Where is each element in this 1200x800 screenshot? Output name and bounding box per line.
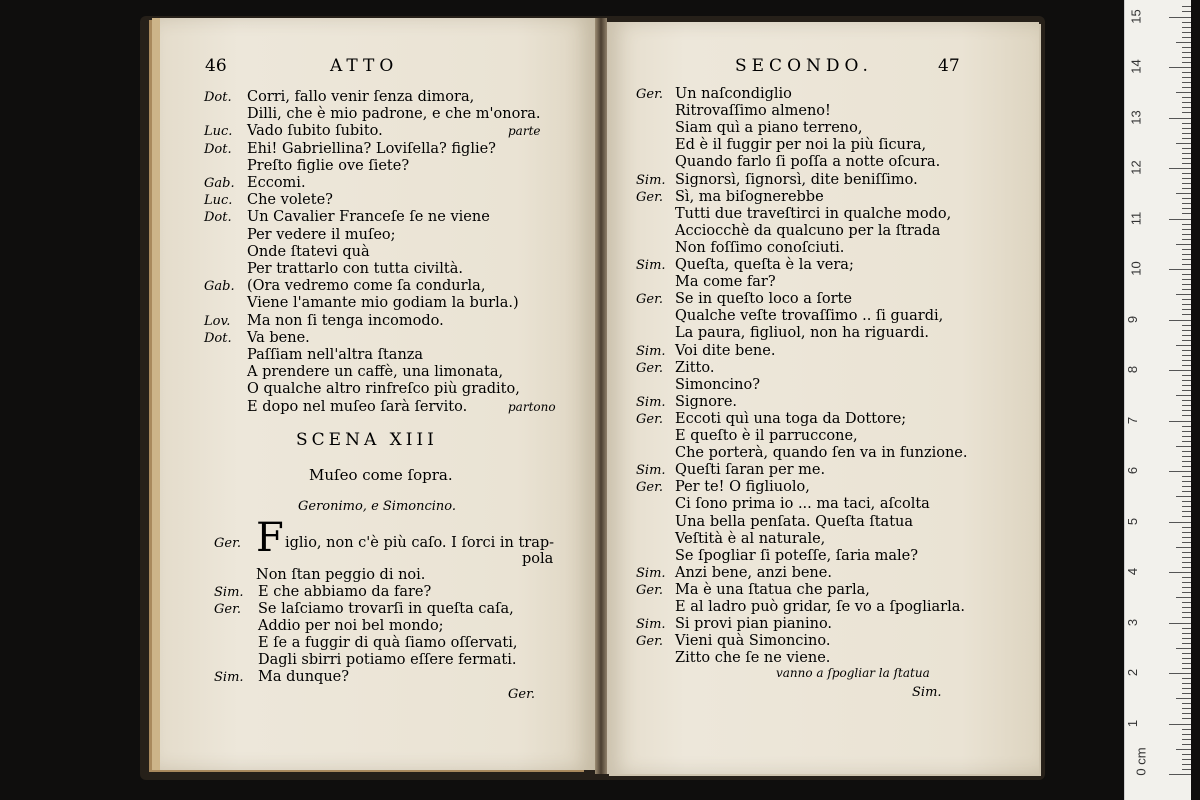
ruler-tick [1182,410,1191,411]
ruler-tick [1182,532,1191,533]
ruler-tick [1169,67,1191,68]
speaker-label: Ger. [214,536,241,551]
ruler-tick [1182,365,1191,366]
ruler-label: 11 [1128,211,1144,225]
ruler-tick [1169,219,1191,220]
ruler-tick [1182,304,1191,305]
speaker-label: Sim. [214,670,244,685]
verse-line: Signorsì, ſignorsì, dite beniſſimo. [675,171,918,188]
ruler-tick [1182,582,1191,583]
ruler-tick [1182,612,1191,613]
ruler-tick [1182,678,1191,679]
ruler-tick [1176,42,1191,43]
ruler-tick [1182,133,1191,134]
ruler-label: 13 [1128,109,1144,125]
ruler-tick [1182,734,1191,735]
ruler-tick [1182,436,1191,437]
verse-line: O qualche altro rinfreſco più gradito, [247,381,520,398]
speaker-label: Gab. [204,279,235,295]
speaker-label: Sim. [636,617,666,633]
ruler-tick [1182,577,1191,578]
verse-line: Ehi! Gabriellina? Loviſella? figlie? [247,140,496,157]
ruler-tick [1182,754,1191,755]
ruler-tick [1182,72,1191,73]
speaker-label: Ger. [636,582,663,598]
ruler-tick [1182,314,1191,315]
ruler-tick [1182,481,1191,482]
ruler-tick [1176,92,1191,93]
verse-line: Eccomi. [247,175,306,191]
verse-line: Che volete? [247,192,333,209]
ruler-tick [1182,97,1191,98]
ruler-tick [1182,527,1191,528]
ruler-tick [1182,466,1191,467]
ruler-tick [1182,668,1191,669]
verse-line: Onde ſtatevi quà [247,243,370,260]
ruler-tick [1176,698,1191,699]
stage-direction: vanno a ſpogliar la ſtatua [776,666,930,680]
verse-line: E che abbiamo da fare? [258,584,432,600]
ruler-tick [1182,22,1191,23]
stage-direction-inline: parte [508,124,541,139]
ruler-tick [1176,749,1191,750]
speaker-label: Dot. [204,210,232,226]
speaker-label: Sim. [636,172,666,188]
verse-line: Un naſcondiglio [675,86,792,102]
ruler-tick [1182,537,1191,538]
ruler-tick [1182,330,1191,331]
scene-characters: Geronimo, e Simoncino. [298,499,457,514]
speaker-label: Dot. [204,90,232,105]
ruler-label: 7 [1125,416,1141,424]
ruler-label: 5 [1125,517,1141,525]
ruler-tick [1182,562,1191,563]
ruler-tick [1182,213,1191,214]
ruler-tick [1182,208,1191,209]
verse-line: Ritrovaſſimo almeno! [675,103,831,120]
verse-line: Un Cavalier Franceſe ſe ne viene [247,209,490,226]
ruler-tick [1182,178,1191,179]
ruler-tick [1182,506,1191,507]
ruler-tick [1182,102,1191,103]
ruler-tick [1176,648,1191,649]
verse-line: Queſta, queſta è la vera; [675,257,854,273]
left-running-head: ATTO [330,56,399,76]
ruler-tick [1176,547,1191,548]
ruler-tick [1182,380,1191,381]
ruler-tick [1176,244,1191,245]
ruler-tick [1176,294,1191,295]
verse-line: Eccoti quì una toga da Dottore; [675,410,907,427]
speaker-label: Lov. [204,313,231,329]
ruler-label: 2 [1125,668,1141,677]
verse-line: Una bella penſata. Queſta ſtatua [675,513,914,530]
ruler-tick [1182,340,1191,341]
ruler-tick [1182,123,1191,124]
ruler-tick [1182,274,1191,275]
ruler-tick [1182,708,1191,709]
ruler-tick [1182,516,1191,517]
verse-line: E queſto è il parruccone, [675,428,858,444]
ruler-tick [1182,769,1191,770]
speaker-label: Ger. [636,189,663,205]
ruler-tick [1182,87,1191,88]
ruler-label: 12 [1128,160,1144,175]
ruler-tick [1182,426,1191,427]
verse-line: Simoncino? [675,376,760,393]
ruler-tick [1182,107,1191,108]
ruler-tick [1182,400,1191,401]
verse-line: Veſtità è al naturale, [675,530,826,547]
ruler-tick [1182,355,1191,356]
ruler-tick [1182,325,1191,326]
verse-line: Voi dite bene. [675,342,776,359]
ruler-tick [1169,522,1191,523]
ruler-tick [1182,628,1191,629]
ruler-tick [1169,623,1191,624]
ruler-tick [1182,693,1191,694]
verse-line: Qualche veſte trovaſſimo .. ſi guardi, [675,308,944,325]
ruler-label: 6 [1125,466,1141,475]
ruler-tick [1182,82,1191,83]
ruler-tick [1182,173,1191,174]
ruler-tick [1176,193,1191,194]
ruler-tick [1169,168,1191,169]
speaker-label: Ger. [636,411,663,427]
ruler-tick [1182,638,1191,639]
speaker-label: Sim. [214,585,244,600]
ruler-tick [1182,224,1191,225]
verse-line: Si provi pian pianino. [675,616,833,633]
verse-line: Quando farlo ſi poſſa a notte oſcura. [675,154,941,171]
verse-line: Ci ſono prima io ... ma taci, aſcolta [675,496,930,513]
ruler-tick [1182,431,1191,432]
ruler-tick [1182,264,1191,265]
ruler-tick [1182,617,1191,618]
verse-line: Se in queſto loco a ſorte [675,291,852,308]
ruler-tick [1169,269,1191,270]
scene-title: SCENA XIII [296,430,438,450]
ruler-tick [1169,724,1191,725]
left-catchword: Ger. [508,687,535,702]
ruler-tick [1182,461,1191,462]
verse-line: Addio per noi bel mondo; [258,618,444,634]
speaker-label: Ger. [214,602,241,617]
ruler-tick [1182,153,1191,154]
ruler-tick [1169,118,1191,119]
ruler-tick [1182,254,1191,255]
verse-line: Preſto figlie ove ſiete? [247,157,410,174]
ruler-tick [1182,390,1191,391]
ruler-tick [1182,491,1191,492]
verse-line: Anzi bene, anzi bene. [675,564,832,581]
ruler-tick [1182,739,1191,740]
ruler-label: 15 [1128,8,1144,24]
verse-line: E dopo nel muſeo ſarà ſervito. [247,398,468,415]
ruler-tick [1182,77,1191,78]
stage-direction-inline: partono [508,399,556,414]
verse-line: Acciocchè da qualcuno per la ſtrada [675,222,941,239]
verse-line: Tutti due traveſtirci in qualche modo, [675,205,952,222]
ruler-label: 1 [1125,719,1141,727]
ruler-tick [1182,249,1191,250]
ruler-tick [1182,658,1191,659]
verse-line: Viene l'amante mio godiam la burla.) [247,295,519,312]
ruler-tick [1182,587,1191,588]
ruler-tick [1182,148,1191,149]
ruler-tick [1182,486,1191,487]
ruler-tick [1182,299,1191,300]
ruler-tick [1182,476,1191,477]
verse-line: Corri, fallo venir ſenza dimora, [247,89,475,105]
verse-line: Non foſſimo conoſciuti. [675,239,845,256]
verse-line: Vieni quà Simoncino. [675,633,831,650]
ruler-tick [1182,163,1191,164]
verse-line: Queſti ſaran per me. [675,462,826,479]
verse-line: Se ſpogliar ſi poteſſe, ſaria male? [675,547,919,564]
ruler-tick [1182,360,1191,361]
ruler-label: 9 [1125,315,1141,323]
ruler-tick [1182,32,1191,33]
ruler-tick [1182,259,1191,260]
speaker-label: Sim. [636,565,666,581]
ruler-tick [1182,633,1191,634]
ruler-tick [1182,542,1191,543]
speaker-label: Luc. [204,124,233,140]
ruler-tick [1182,653,1191,654]
verse-line: Se laſciamo trovarſi in queſta caſa, [258,601,514,617]
ruler-tick [1182,764,1191,765]
ruler-tick [1182,11,1191,12]
ruler-tick [1182,52,1191,53]
ruler-tick [1182,501,1191,502]
speaker-label: Luc. [204,193,233,209]
ruler-tick [1169,774,1191,775]
ruler-tick [1182,451,1191,452]
ruler-tick [1182,284,1191,285]
ruler-tick [1182,128,1191,129]
ruler-tick [1176,446,1191,447]
ruler-tick [1182,375,1191,376]
verse-line: Zitto. [675,359,715,376]
verse-line: Vado ſubito ſubito. [247,123,383,140]
speaker-label: Dot. [204,330,232,346]
ruler-tick [1176,395,1191,396]
speaker-label: Ger. [636,634,663,650]
speaker-label: Dot. [204,141,232,157]
ruler-tick [1169,421,1191,422]
ruler-tick [1182,289,1191,290]
ruler-tick [1182,511,1191,512]
speaker-label: Sim. [636,394,666,410]
ruler-tick [1182,6,1191,7]
speaker-label: Sim. [636,343,666,359]
ruler-label: 0 cm [1133,747,1149,776]
ruler-label: 10 [1128,261,1144,276]
verse-line: iglio, non c'è più caſo. I ſorci in trap- [285,535,555,551]
ruler-tick [1169,17,1191,18]
ruler-label: 14 [1128,59,1144,74]
ruler-tick [1182,203,1191,204]
ruler-tick [1182,57,1191,58]
ruler-tick [1182,683,1191,684]
ruler-tick [1182,688,1191,689]
verse-line: Per vedere il muſeo; [247,226,396,243]
ruler-tick [1182,602,1191,603]
speaker-label: Gab. [204,176,235,191]
measuring-ruler [1124,0,1191,800]
right-running-head: SECONDO. [735,56,873,76]
ruler-tick [1182,385,1191,386]
ruler-tick [1182,643,1191,644]
speaker-label: Ger. [636,360,663,376]
ruler-tick [1182,415,1191,416]
right-page-number: 47 [938,56,960,76]
ruler-tick [1182,309,1191,310]
verse-line: Signore. [675,393,738,410]
ruler-tick [1182,744,1191,745]
ruler-tick [1169,320,1191,321]
verse-line: Per te! O figliuolo, [675,479,810,496]
speaker-label: Ger. [636,87,663,102]
verse-line: Paſſiam nell'altra ſtanza [247,347,424,363]
ruler-tick [1182,557,1191,558]
ruler-tick [1169,471,1191,472]
verse-line: Non ſtan peggio di noi. [256,567,426,583]
verse-line: La paura, figliuol, non ha riguardi. [675,325,929,342]
verse-line: Ma dunque? [258,669,350,685]
verse-line: pola [522,551,554,567]
ruler-label: 3 [1125,618,1141,626]
ruler-label: 4 [1125,567,1141,576]
ruler-tick [1182,713,1191,714]
ruler-tick [1182,27,1191,28]
ruler-tick [1182,239,1191,240]
ruler-tick [1182,183,1191,184]
verse-line: Ma è una ſtatua che parla, [675,581,870,598]
verse-line: Ed è il fuggir per noi la più ſicura, [675,137,927,154]
verse-line: E al ladro può gridar, ſe vo a ſpogliarla. [675,599,965,615]
ruler-tick [1182,229,1191,230]
ruler-tick [1182,441,1191,442]
ruler-tick [1182,234,1191,235]
scene-setting: Muſeo come ſopra. [309,466,453,484]
ruler-label: 8 [1125,365,1141,374]
verse-line: Sì, ma biſognerebbe [675,188,824,205]
ruler-tick [1182,552,1191,553]
verse-line: Dagli sbirri potiamo eſſere fermati. [258,652,517,668]
ruler-tick [1182,729,1191,730]
speaker-label: Ger. [636,292,663,308]
verse-line: Che porterà, quando ſen va in funzione. [675,445,968,462]
ruler-tick [1169,673,1191,674]
ruler-tick [1169,370,1191,371]
ruler-tick [1182,607,1191,608]
speaker-label: Sim. [636,258,666,273]
ruler-tick [1182,188,1191,189]
speaker-label: Ger. [636,480,663,496]
ruler-tick [1176,496,1191,497]
book-gutter [595,18,607,774]
ruler-tick [1182,198,1191,199]
ruler-tick [1169,572,1191,573]
ruler-tick [1182,663,1191,664]
verse-line: A prendere un caffè, una limonata, [247,364,504,381]
verse-line: (Ora vedremo come ſa condurla, [247,278,486,295]
ruler-tick [1182,279,1191,280]
ruler-tick [1182,47,1191,48]
ruler-tick [1182,158,1191,159]
verse-line: Ma non ſi tenga incomodo. [247,312,444,329]
ruler-tick [1182,138,1191,139]
ruler-tick [1182,350,1191,351]
speaker-label: Sim. [636,463,666,479]
verse-line: Siam quì a piano terreno, [675,120,863,137]
ruler-tick [1176,345,1191,346]
ruler-tick [1176,597,1191,598]
verse-line: Va bene. [247,329,310,346]
right-catchword: Sim. [912,685,942,700]
ruler-tick [1182,759,1191,760]
ruler-tick [1182,718,1191,719]
verse-line: Zitto che ſe ne viene. [675,650,831,667]
ruler-tick [1182,703,1191,704]
ruler-tick [1182,62,1191,63]
ruler-tick [1182,112,1191,113]
verse-line: Dilli, che è mio padrone, e che m'onora. [247,106,541,123]
left-page-number: 46 [205,56,227,76]
ruler-tick [1182,567,1191,568]
ruler-tick [1182,335,1191,336]
ruler-tick [1182,405,1191,406]
verse-line: E ſe a fuggir di quà ſiamo oſſervati, [258,635,518,651]
ruler-tick [1182,592,1191,593]
ruler-tick [1182,37,1191,38]
drop-cap: F [256,515,284,561]
verse-line: Ma come far? [675,274,776,291]
verse-line: Per trattarlo con tutta civiltà. [247,261,464,277]
ruler-tick [1182,456,1191,457]
ruler-tick [1176,143,1191,144]
